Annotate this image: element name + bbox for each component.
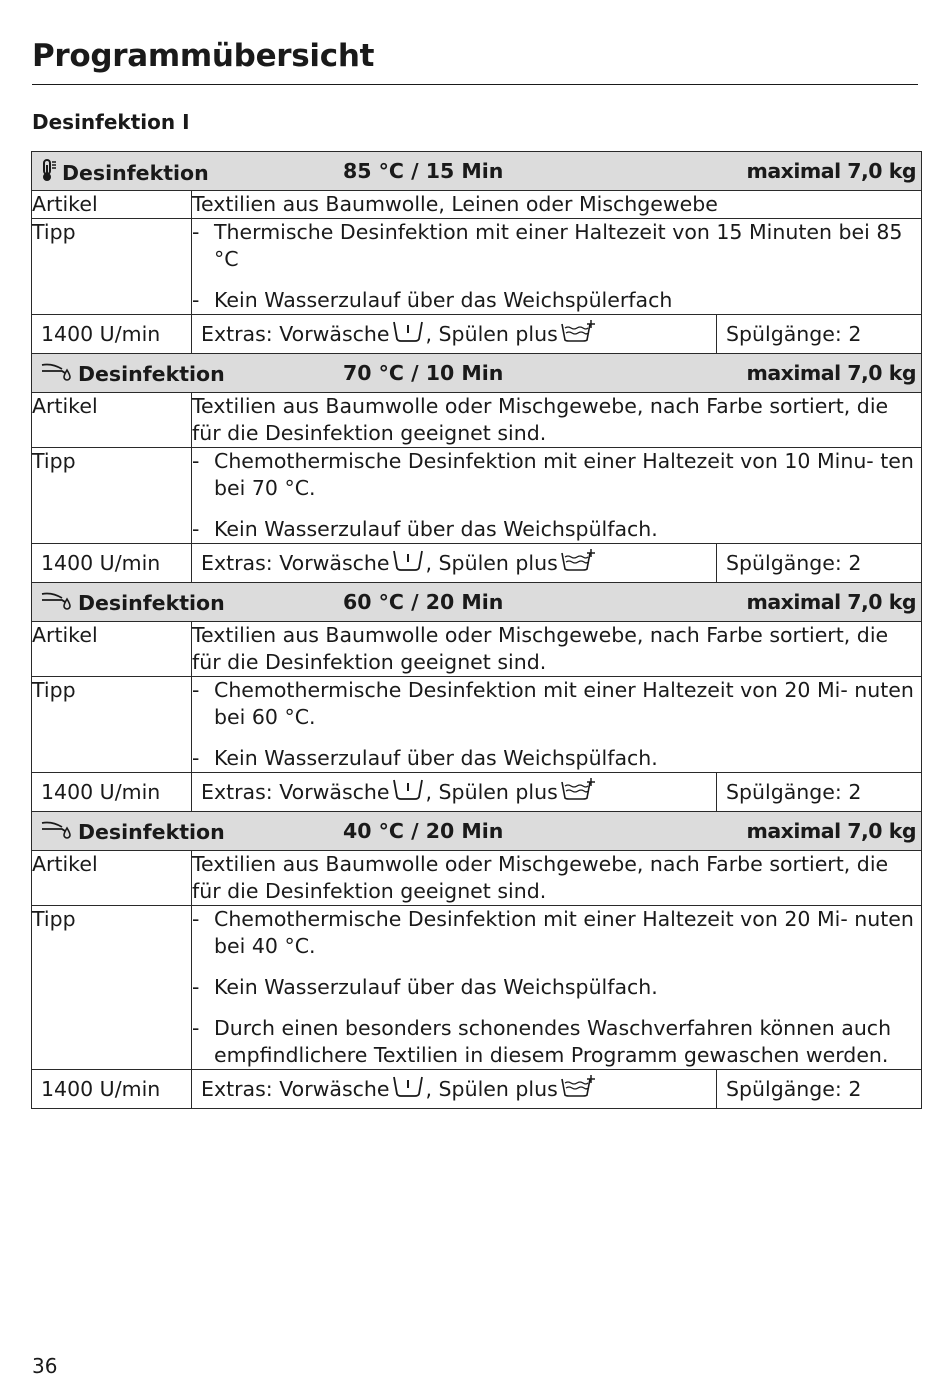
spin-speed: 1400 U/min bbox=[32, 315, 192, 354]
tipp-label: Tipp bbox=[32, 906, 192, 1070]
artikel-text: Textilien aus Baumwolle oder Mischgewebe, nach Farbe sortiert, die für die Desinfektion geeignet sind. bbox=[192, 393, 922, 448]
tip-dash: - bbox=[192, 220, 200, 244]
tip-text: Chemothermische Desinfektion mit einer Haltezeit von 20 Mi- nuten bei 40 °C. bbox=[214, 907, 914, 958]
prewash-tub-icon bbox=[392, 777, 424, 808]
program-max-load: maximal 7,0 kg bbox=[746, 159, 917, 183]
page-number: 36 bbox=[32, 1354, 58, 1378]
tip-dash: - bbox=[192, 907, 200, 931]
tipp-list bbox=[192, 677, 922, 773]
program-max-load: maximal 7,0 kg bbox=[746, 819, 917, 843]
page-title: Programmübersicht bbox=[32, 38, 375, 74]
tip-dash: - bbox=[192, 975, 200, 999]
program-table bbox=[31, 151, 922, 1109]
chemo-thermal-icon bbox=[40, 589, 74, 618]
tip-item bbox=[192, 974, 921, 1001]
extras-prefix: Extras: Vorwäsche bbox=[201, 550, 390, 575]
tip-text: Chemothermische Desinfektion mit einer Haltezeit von 20 Mi- nuten bei 60 °C. bbox=[214, 678, 914, 729]
tip-item bbox=[192, 906, 921, 960]
tip-item bbox=[192, 516, 921, 543]
extras-middle: , Spülen plus bbox=[425, 779, 558, 804]
extras-cell bbox=[192, 1070, 717, 1109]
spin-speed: 1400 U/min bbox=[32, 773, 192, 812]
tip-text: Thermische Desinfektion mit einer Haltezeit von 15 Minuten bei 85 °C bbox=[214, 220, 903, 271]
tip-item bbox=[192, 287, 921, 314]
tip-item bbox=[192, 745, 921, 772]
program-max-load: maximal 7,0 kg bbox=[746, 361, 917, 385]
prewash-tub-icon bbox=[392, 548, 424, 579]
rinse-plus-icon bbox=[560, 548, 596, 579]
tip-dash: - bbox=[192, 449, 200, 473]
section-title: Desinfektion I bbox=[32, 110, 190, 134]
artikel-text: Textilien aus Baumwolle oder Mischgewebe, nach Farbe sortiert, die für die Desinfektion geeignet sind. bbox=[192, 622, 922, 677]
program-footer-row bbox=[32, 544, 922, 583]
artikel-label: Artikel bbox=[32, 393, 192, 448]
program-footer-row bbox=[32, 773, 922, 812]
program-header-row bbox=[32, 812, 922, 851]
extras-prefix: Extras: Vorwäsche bbox=[201, 779, 390, 804]
extras-cell bbox=[192, 544, 717, 583]
extras-middle: , Spülen plus bbox=[425, 1076, 558, 1101]
program-footer-row bbox=[32, 315, 922, 354]
extras-prefix: Extras: Vorwäsche bbox=[201, 1076, 390, 1101]
tipp-row bbox=[32, 906, 922, 1070]
program-temp-time: 70 °C / 10 Min bbox=[343, 361, 504, 385]
program-name: Desinfektion bbox=[78, 362, 225, 386]
tipp-label: Tipp bbox=[32, 219, 192, 315]
tipp-row bbox=[32, 448, 922, 544]
artikel-row bbox=[32, 851, 922, 906]
thermometer-icon bbox=[40, 158, 58, 189]
tip-item bbox=[192, 677, 921, 731]
spin-speed: 1400 U/min bbox=[32, 1070, 192, 1109]
extras-middle: , Spülen plus bbox=[425, 550, 558, 575]
program-header-row bbox=[32, 152, 922, 191]
title-divider bbox=[32, 84, 918, 85]
extras-cell bbox=[192, 315, 717, 354]
program-header-row bbox=[32, 583, 922, 622]
rinse-count: Spülgänge: 2 bbox=[717, 1070, 922, 1109]
tipp-list bbox=[192, 906, 922, 1070]
program-name: Desinfektion bbox=[78, 820, 225, 844]
prewash-tub-icon bbox=[392, 319, 424, 350]
program-max-load: maximal 7,0 kg bbox=[746, 590, 917, 614]
chemo-thermal-icon bbox=[40, 818, 74, 847]
tip-text: Durch einen besonders schonendes Waschverfahren können auch empfindlichere Textilien in diesem Programm gewaschen werden. bbox=[214, 1016, 892, 1067]
tip-text: Kein Wasserzulauf über das Weichspülfach. bbox=[214, 517, 658, 541]
rinse-plus-icon bbox=[560, 1074, 596, 1105]
rinse-count: Spülgänge: 2 bbox=[717, 773, 922, 812]
prewash-tub-icon bbox=[392, 1074, 424, 1105]
artikel-text: Textilien aus Baumwolle oder Mischgewebe, nach Farbe sortiert, die für die Desinfektion geeignet sind. bbox=[192, 851, 922, 906]
extras-cell bbox=[192, 773, 717, 812]
tip-dash: - bbox=[192, 288, 200, 312]
extras-middle: , Spülen plus bbox=[425, 321, 558, 346]
artikel-row bbox=[32, 191, 922, 219]
chemo-thermal-icon bbox=[40, 360, 74, 389]
rinse-plus-icon bbox=[560, 319, 596, 350]
rinse-plus-icon bbox=[560, 777, 596, 808]
tip-text: Chemothermische Desinfektion mit einer Haltezeit von 10 Minu- ten bei 70 °C. bbox=[214, 449, 914, 500]
program-name: Desinfektion bbox=[78, 591, 225, 615]
program-temp-time: 40 °C / 20 Min bbox=[343, 819, 504, 843]
artikel-label: Artikel bbox=[32, 851, 192, 906]
rinse-count: Spülgänge: 2 bbox=[717, 315, 922, 354]
rinse-count: Spülgänge: 2 bbox=[717, 544, 922, 583]
program-header-row bbox=[32, 354, 922, 393]
spin-speed: 1400 U/min bbox=[32, 544, 192, 583]
artikel-row bbox=[32, 622, 922, 677]
artikel-text: Textilien aus Baumwolle, Leinen oder Mischgewebe bbox=[192, 191, 922, 219]
tipp-list bbox=[192, 448, 922, 544]
tipp-label: Tipp bbox=[32, 448, 192, 544]
tip-item bbox=[192, 448, 921, 502]
program-temp-time: 85 °C / 15 Min bbox=[343, 159, 504, 183]
tip-dash: - bbox=[192, 517, 200, 541]
tip-dash: - bbox=[192, 678, 200, 702]
program-footer-row bbox=[32, 1070, 922, 1109]
artikel-label: Artikel bbox=[32, 191, 192, 219]
tip-text: Kein Wasserzulauf über das Weichspülerfach bbox=[214, 288, 673, 312]
tip-dash: - bbox=[192, 746, 200, 770]
tip-text: Kein Wasserzulauf über das Weichspülfach. bbox=[214, 746, 658, 770]
extras-prefix: Extras: Vorwäsche bbox=[201, 321, 390, 346]
tip-dash: - bbox=[192, 1016, 200, 1040]
program-name: Desinfektion bbox=[62, 161, 209, 185]
program-temp-time: 60 °C / 20 Min bbox=[343, 590, 504, 614]
tip-item bbox=[192, 1015, 921, 1069]
tipp-row bbox=[32, 677, 922, 773]
tip-item bbox=[192, 219, 921, 273]
tip-text: Kein Wasserzulauf über das Weichspülfach. bbox=[214, 975, 658, 999]
tipp-label: Tipp bbox=[32, 677, 192, 773]
artikel-label: Artikel bbox=[32, 622, 192, 677]
artikel-row bbox=[32, 393, 922, 448]
tipp-row bbox=[32, 219, 922, 315]
tipp-list bbox=[192, 219, 922, 315]
